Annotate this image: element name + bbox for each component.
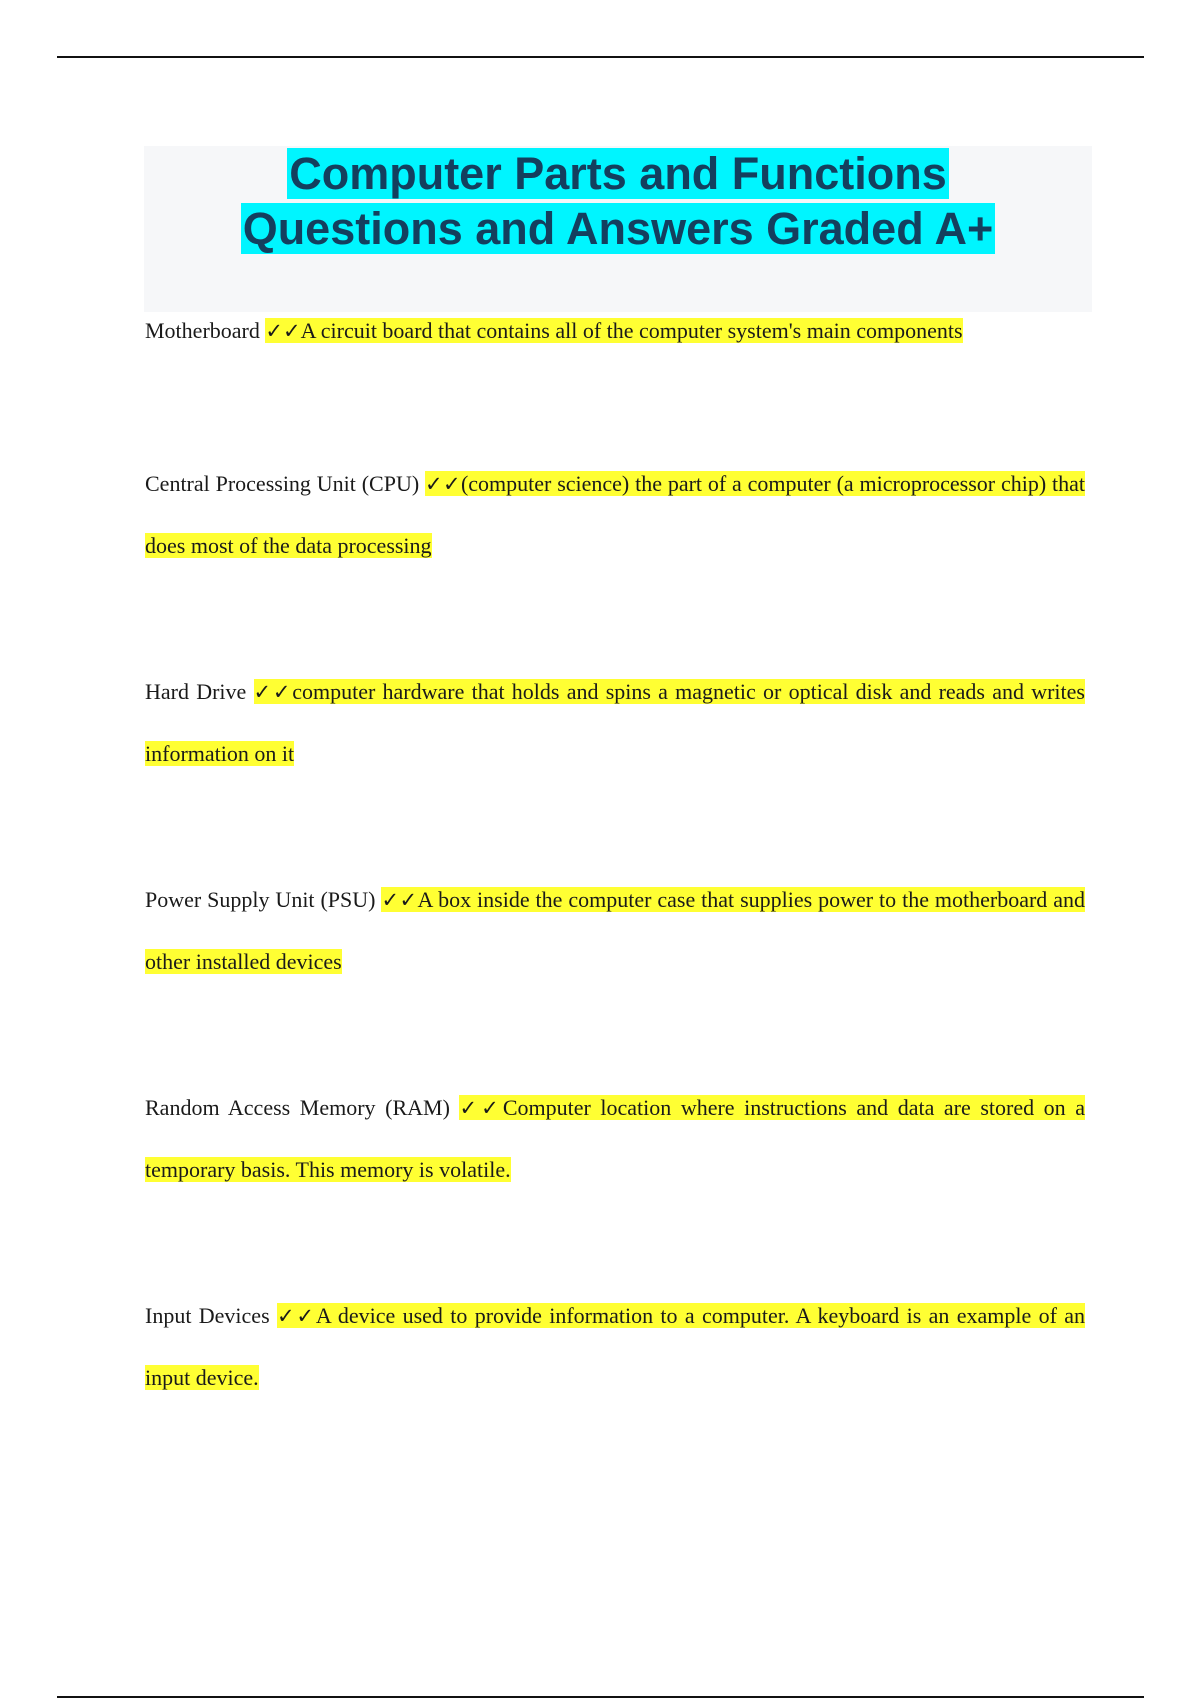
page-top-rule xyxy=(57,56,1144,58)
check-mark-icon: ✓✓ xyxy=(276,1304,316,1328)
qa-term: Random Access Memory (RAM) xyxy=(145,1095,450,1120)
qa-answer-highlight xyxy=(145,679,1085,766)
qa-item-psu xyxy=(145,869,1085,992)
document-title-line-1 xyxy=(144,146,1092,201)
title-highlight-1: Computer Parts and Functions xyxy=(289,148,947,199)
check-mark-icon: ✓✓ xyxy=(459,1096,503,1120)
qa-answer: (computer science) the part of a computer (a microprocessor chip) that does most of the data processing xyxy=(145,471,1086,558)
qa-term: Power Supply Unit (PSU) xyxy=(145,887,376,912)
qa-answer-highlight xyxy=(265,318,962,343)
qa-answer: A circuit board that contains all of the computer system's main components xyxy=(300,318,963,343)
qa-term: Hard Drive xyxy=(145,679,247,704)
qa-answer: A device used to provide information to a computer. A keyboard is an example of an input device. xyxy=(145,1303,1086,1390)
qa-term: Motherboard xyxy=(145,318,260,343)
title-highlight-2: Questions and Answers Graded A+ xyxy=(242,203,994,254)
check-mark-icon: ✓✓ xyxy=(425,472,461,496)
check-mark-icon: ✓✓ xyxy=(381,888,418,912)
qa-answer: computer hardware that holds and spins a magnetic or optical disk and reads and writes information on it xyxy=(145,679,1085,766)
page-bottom-rule xyxy=(57,1696,1144,1698)
check-mark-icon: ✓✓ xyxy=(253,680,293,704)
qa-item-hard-drive xyxy=(145,661,1085,784)
qa-term: Input Devices xyxy=(145,1303,270,1328)
qa-answer-highlight xyxy=(145,1303,1085,1390)
qa-item-motherboard xyxy=(145,300,1085,362)
qa-item-input-devices xyxy=(145,1285,1085,1408)
qa-item-ram xyxy=(145,1077,1085,1200)
document-title-line-2 xyxy=(144,201,1092,256)
document-title-block xyxy=(144,146,1092,312)
qa-term: Central Processing Unit (CPU) xyxy=(145,471,420,496)
qa-answer: Computer location where instructions and data are stored on a temporary basis. This memory is volatile. xyxy=(145,1095,1086,1182)
qa-answer: A box inside the computer case that supplies power to the motherboard and other installed devices xyxy=(145,887,1085,974)
check-mark-icon: ✓✓ xyxy=(265,319,301,343)
qa-item-cpu xyxy=(145,453,1085,576)
